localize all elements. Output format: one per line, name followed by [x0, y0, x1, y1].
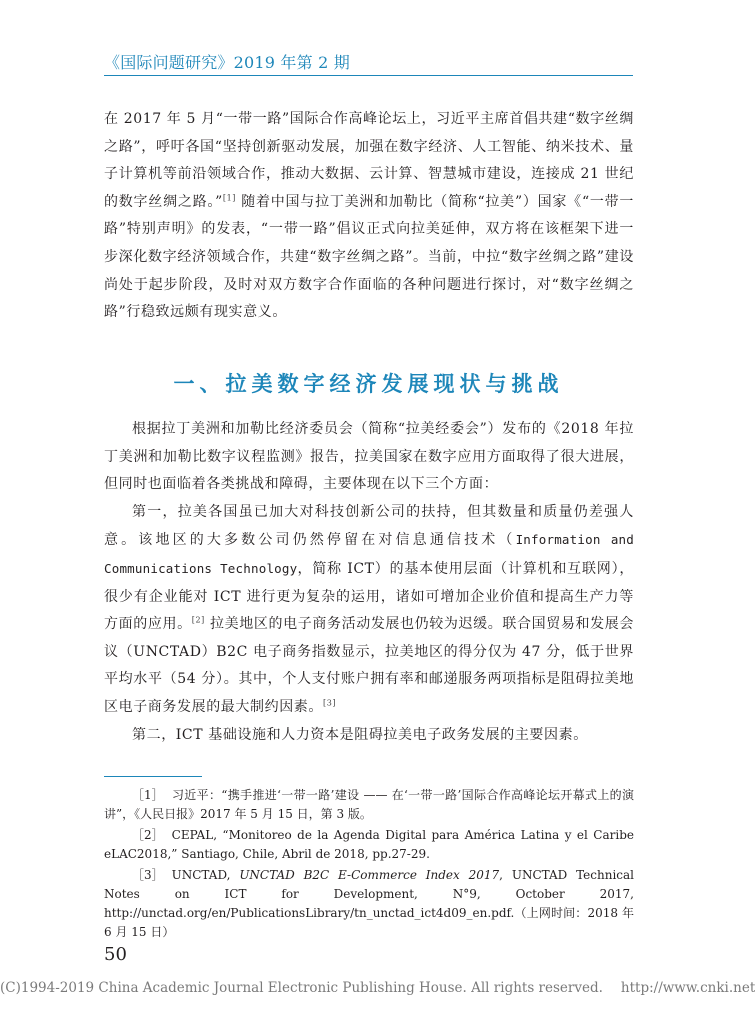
footnote-3 [104, 866, 634, 942]
journal-header: 《国际问题研究》2019 年第 2 期 [104, 53, 350, 72]
footnote-1 [104, 786, 634, 824]
cnki-link[interactable]: http://www.cnki.net [620, 980, 755, 996]
footnote-text: 习近平：“携手推进‘一带一路’建设 —— 在‘一带一路’国际合作高峰论坛开幕式上的演讲”，《人民日报》2017 年 5 月 15 日，第 3 版。 [104, 788, 634, 821]
footnote-number: ［1］ [132, 788, 164, 802]
copyright-footer [0, 980, 755, 996]
section-paragraph-2 [104, 499, 634, 722]
intro-text-part1: 在 2017 年 5 月“一带一路”国际合作高峰论坛上，习近平主席首倡共建“数字丝绸之路”，呼吁各国“坚持创新驱动发展，加强在数字经济、人工智能、纳米技术、量子计算机等前沿领域合作，推动大数据、云计算、智慧城市建设，连接成 21 世纪的数字丝绸之路。” [104, 111, 634, 210]
section-paragraph-1: 根据拉丁美洲和加勒比经济委员会（简称“拉美经委会”）发布的《2018 年拉丁美洲和加勒比数字议程监测》报告，拉美国家在数字应用方面取得了很大进展，但同时也面临着各类挑战和障碍，主要体现在以下三个方面： [104, 421, 634, 493]
footnote-text: CEPAL, “Monitoreo de la Agenda Digital para América Latina y el Caribe eLAC2018,” Santiago, Chile, Abril de 2018, pp.27-29. [104, 828, 634, 861]
section-body [104, 416, 634, 749]
para2-text-a: 第一，拉美各国虽已加大对科技创新公司的扶持，但其数量和质量仍差强人意。该地区的大多数公司仍然停留在对信息通信技术（ [104, 503, 634, 549]
footnotes [104, 786, 634, 944]
footnote-title-italic: UNCTAD B2C E-Commerce Index 2017 [239, 868, 500, 882]
para2-text-b: ，简称 ICT）的基本使用层面（计算机和互联网），很少有企业能对 ICT 进行更为复杂的运用，诸如可增加企业价值和提高生产力等方面的应用。 [104, 560, 634, 633]
footnote-number: ［3］ [132, 868, 164, 882]
footnote-text-pre: UNCTAD, [171, 868, 240, 882]
ict-term: Information and Communications Technology [104, 532, 634, 576]
citation-ref-1[interactable]: [1] [222, 193, 237, 203]
footnote-rule [104, 776, 202, 777]
intro-text-part2: 随着中国与拉丁美洲和加勒比（简称“拉美”）国家《“一带一路”特别声明》的发表，“一带一路”倡议正式向拉美延伸，双方将在该框架下进一步深化数字经济领域合作，共建“数字丝绸之路”。当前，中拉“数字丝绸之路”建设尚处于起步阶段，及时对双方数字合作面临的各种问题进行探讨，对“数字丝绸之路”行稳致远颇有现实意义。 [104, 193, 634, 321]
page-number: 50 [104, 944, 127, 965]
citation-ref-3[interactable]: [3] [323, 698, 337, 708]
header-rule [104, 75, 633, 76]
intro-paragraph [104, 106, 634, 327]
footnote-2 [104, 826, 634, 864]
citation-ref-2[interactable]: [2] [191, 615, 205, 625]
copyright-text: (C)1994-2019 China Academic Journal Electronic Publishing House. All rights reserved. [0, 980, 603, 996]
section-title: 一、拉美数字经济发展现状与挑战 [173, 372, 564, 396]
footnote-number: ［2］ [132, 828, 164, 842]
section-paragraph-3: 第二，ICT 基础设施和人力资本是阻碍拉美电子政务发展的主要因素。 [132, 726, 588, 743]
para2-text-c: 拉美地区的电子商务活动发展也仍较为迟缓。联合国贸易和发展会议（UNCTAD）B2C 电子商务指数显示，拉美地区的得分仅为 47 分，低于世界平均水平（54 分）。其中，个人支付账户拥有率和邮递服务两项指标是阻碍拉美地区电子商务发展的最大制约因素。 [104, 616, 634, 715]
footnote-text-post: , UNCTAD Technical Notes on ICT for Development, N°9, October 2017, http://unctad.org/en/PublicationsLibrary/tn_unctad_ict4d09_en.pdf.（上网时间：2018 年 6 月 15 日） [104, 868, 635, 939]
